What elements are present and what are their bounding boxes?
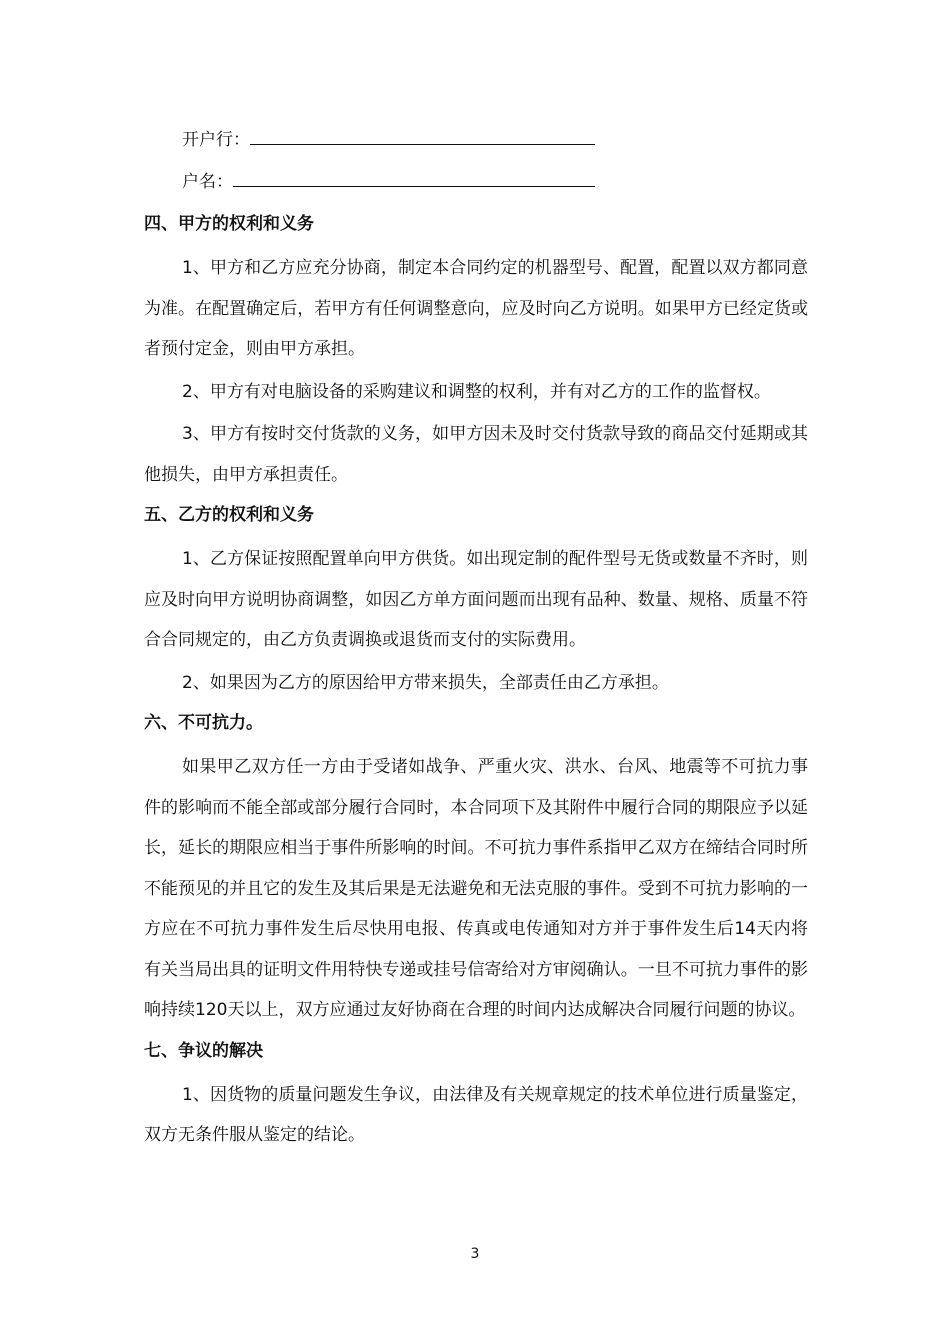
section-heading: 六、不可抗力。	[144, 713, 263, 733]
section-paragraph: 如果甲乙双方任一方由于受诸如战争、严重火灾、洪水、台风、地震等不可抗力事件的影响而不能全部或部分履行合同时，本合同项下及其附件中履行合同的期限应予以延长，延长的期限应相当于事件所影响的时间。不可抗力事件系指甲乙双方在缔结合同时所不能预见的并且它的发生及其后果是无法避免和无法克服的事件。受到不可抗力影响的一方应在不可抗力事件发生后尽快用电报、传真或电传通知对方并于事件发生后14天内将有关当局出具的证明文件用特快专递或挂号信寄给对方审阅确认。一旦不可抗力事件的影响持续120天以上，双方应通过友好协商在合理的时间内达成解决合同履行问题的协议。	[144, 757, 808, 1020]
section-paragraph: 2、甲方有对电脑设备的采购建议和调整的权利，并有对乙方的工作的监督权。	[182, 381, 771, 402]
bank-blank-line	[250, 124, 595, 145]
section-heading: 四、甲方的权利和义务	[144, 214, 314, 234]
bank-field	[144, 122, 808, 164]
bank-label: 开户行：	[182, 130, 250, 150]
account-name-label: 户名：	[182, 172, 233, 192]
page-number: 3	[470, 1246, 480, 1262]
section-paragraph: 1、甲方和乙方应充分协商，制定本合同约定的机器型号、配置，配置以双方都同意为准。在配置确定后，若甲方有任何调整意向，应及时向乙方说明。如果甲方已经定货或者预付定金，则由甲方承担。	[144, 258, 808, 359]
account-name-field	[144, 164, 808, 206]
section-paragraph: 3、甲方有按时交付货款的义务，如甲方因未及时交付货款导致的商品交付延期或其他损失，由甲方承担责任。	[144, 424, 808, 485]
section-paragraph: 1、乙方保证按照配置单向甲方供货。如出现定制的配件型号无货或数量不齐时，则应及时向甲方说明协商调整，如因乙方单方面问题而出现有品种、数量、规格、质量不符合合同规定的，由乙方负责调换或退货而支付的实际费用。	[144, 549, 808, 650]
section-heading: 五、乙方的权利和义务	[144, 505, 314, 525]
document-body	[144, 122, 808, 1158]
account-name-blank-line	[233, 166, 595, 187]
section-paragraph: 2、如果因为乙方的原因给甲方带来损失，全部责任由乙方承担。	[182, 672, 669, 693]
section-heading: 七、争议的解决	[144, 1040, 263, 1061]
section-paragraph: 1、因货物的质量问题发生争议，由法律及有关规章规定的技术单位进行质量鉴定，双方无条件服从鉴定的结论。	[144, 1084, 808, 1145]
